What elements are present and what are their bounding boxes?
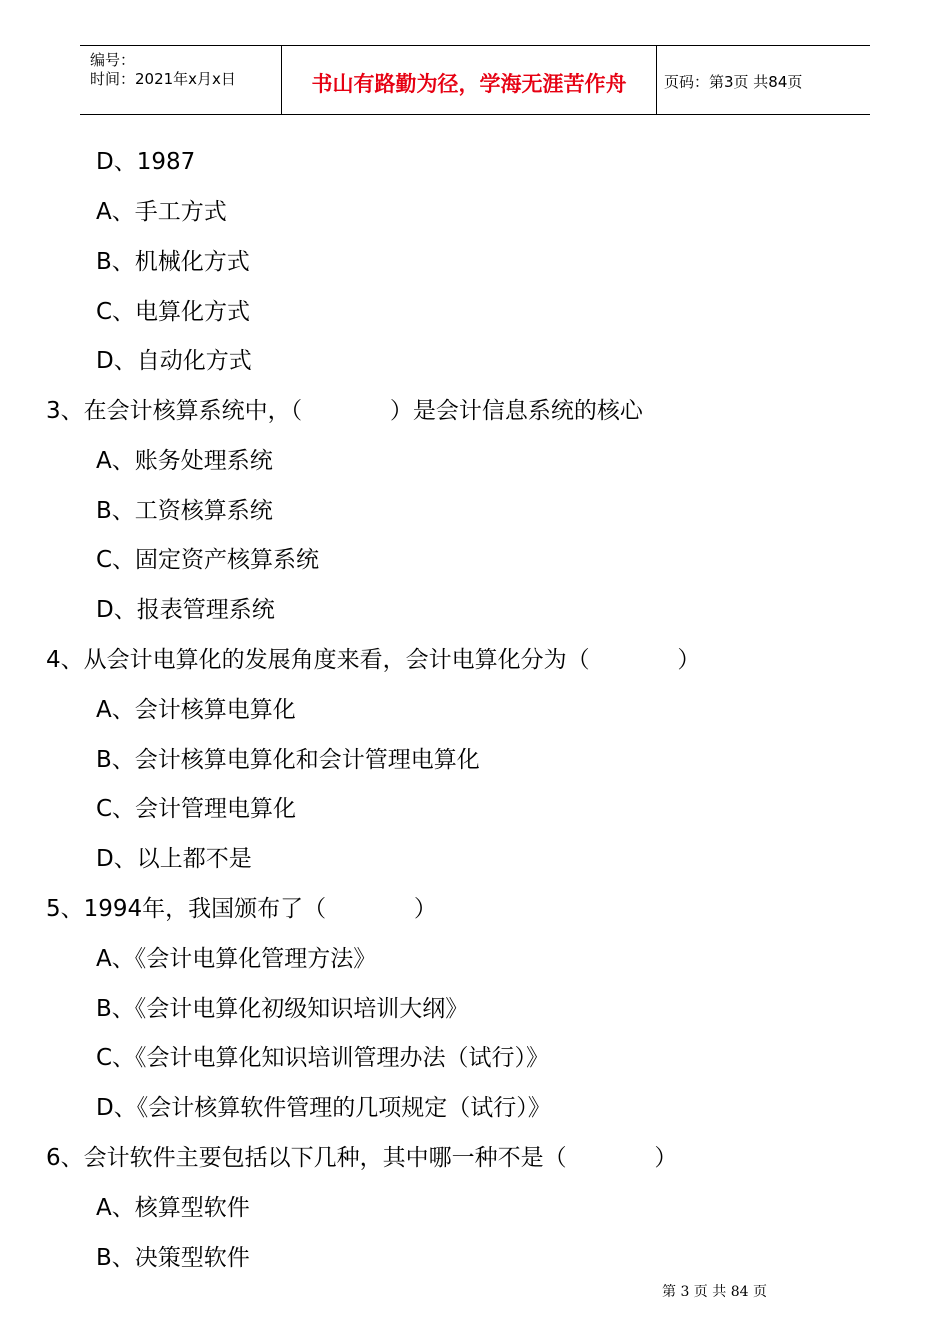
- option-line: A、账务处理系统: [96, 448, 273, 474]
- serial-number-label: 编号：: [90, 51, 136, 69]
- question-line: 5、1994年，我国颁布了（ ）: [46, 896, 437, 922]
- header-motto-cell: [281, 46, 657, 114]
- option-line: C、固定资产核算系统: [96, 547, 320, 573]
- option-line: A、手工方式: [96, 199, 227, 225]
- motto-text: 书山有路勤为径，学海无涯苦作舟: [311, 72, 627, 96]
- option-line: D、以上都不是: [96, 846, 252, 872]
- option-line: D、1987: [96, 149, 196, 175]
- option-line: D、《会计核算软件管理的几项规定（试行）》: [96, 1095, 551, 1121]
- header-meta-cell: [80, 46, 281, 114]
- option-line: B、工资核算系统: [96, 498, 273, 524]
- option-line: D、自动化方式: [96, 348, 252, 374]
- time-label: 时间：2021年x月x日: [90, 70, 236, 88]
- option-line: A、核算型软件: [96, 1195, 250, 1221]
- question-line: 4、从会计电算化的发展角度来看，会计电算化分为（ ）: [46, 647, 701, 673]
- page-footer: 第 3 页 共 84 页: [662, 1284, 767, 1300]
- option-line: A、《会计电算化管理方法》: [96, 946, 377, 972]
- question-line: 6、会计软件主要包括以下几种，其中哪一种不是（ ）: [46, 1145, 678, 1171]
- page-header: [80, 45, 870, 115]
- option-line: A、会计核算电算化: [96, 697, 296, 723]
- option-line: B、会计核算电算化和会计管理电算化: [96, 747, 480, 773]
- option-line: D、报表管理系统: [96, 597, 275, 623]
- option-line: B、决策型软件: [96, 1245, 250, 1271]
- page-info: 页码：第3页 共84页: [664, 73, 803, 91]
- question-line: 3、在会计核算系统中，（ ）是会计信息系统的核心: [46, 398, 643, 424]
- option-line: B、机械化方式: [96, 249, 250, 275]
- option-line: C、电算化方式: [96, 299, 251, 325]
- option-line: C、会计管理电算化: [96, 796, 297, 822]
- header-page-cell: [656, 46, 870, 114]
- option-line: C、《会计电算化知识培训管理办法（试行）》: [96, 1045, 550, 1071]
- option-line: B、《会计电算化初级知识培训大纲》: [96, 996, 469, 1022]
